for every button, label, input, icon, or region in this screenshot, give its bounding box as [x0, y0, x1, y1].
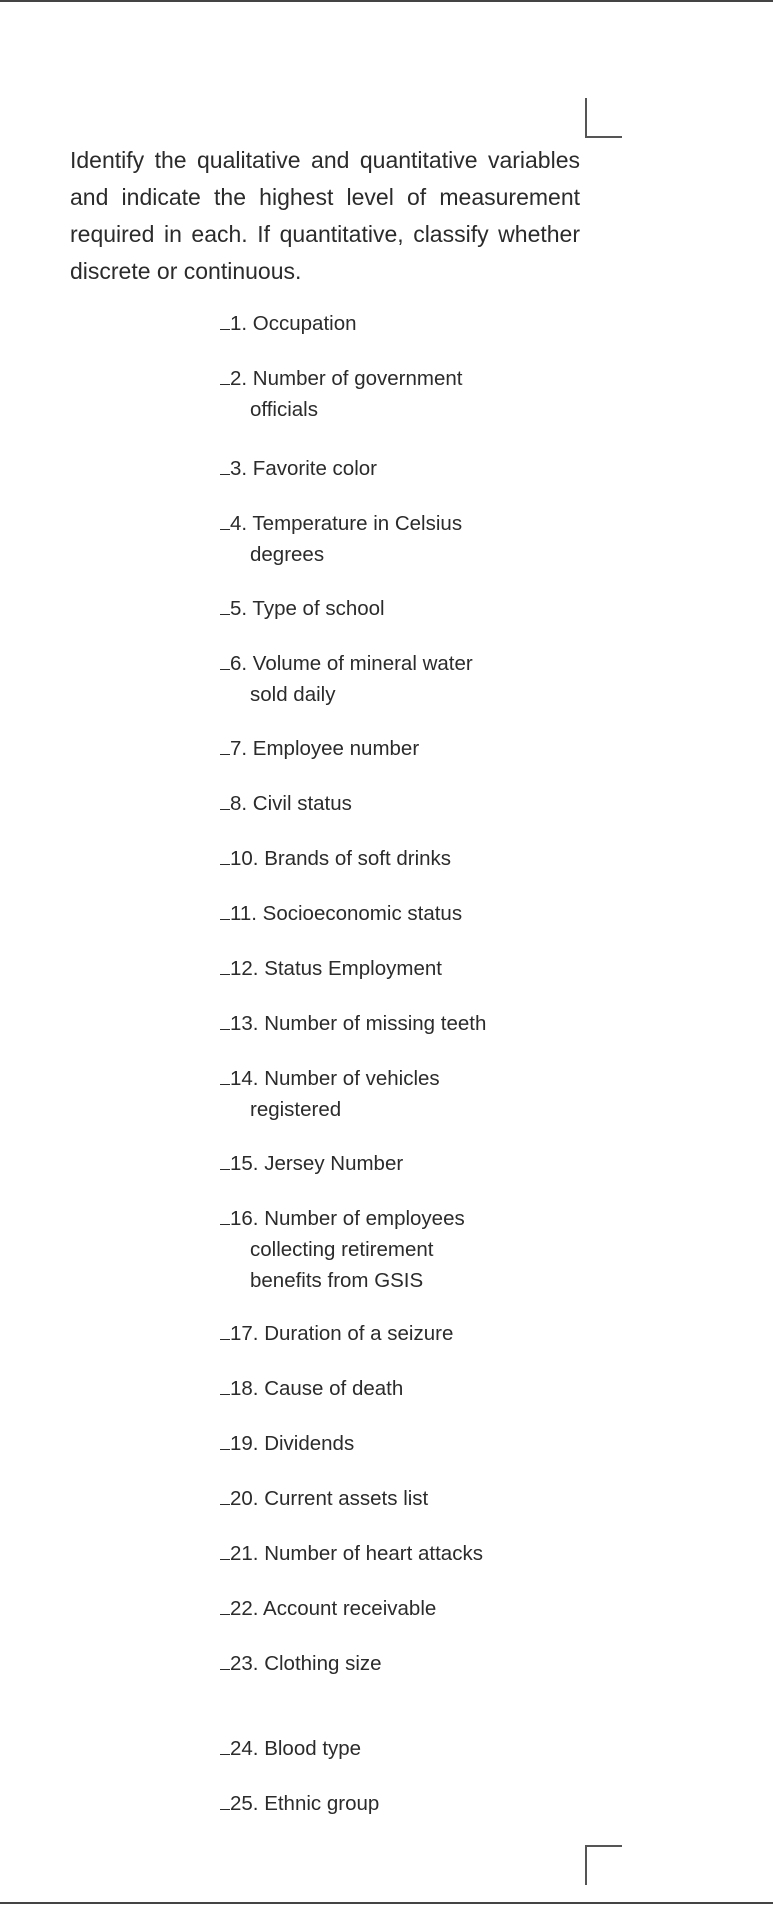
- list-item-continuation: sold daily: [250, 683, 336, 706]
- list-item: [220, 1373, 600, 1404]
- list-item-text: [230, 898, 500, 929]
- list-item: [220, 1483, 600, 1514]
- list-item: [220, 1063, 600, 1125]
- list-item-text: [230, 453, 500, 484]
- list-item: [220, 508, 600, 570]
- top-crop-mark: [585, 98, 622, 138]
- answer-blank: [220, 1486, 230, 1505]
- list-item-text: [230, 1203, 500, 1296]
- list-item: [220, 1203, 600, 1296]
- list-item-text: [230, 1373, 500, 1404]
- answer-blank: [220, 1376, 230, 1395]
- list-item-text: [230, 1648, 500, 1679]
- list-item-label: 5. Type of school: [230, 597, 385, 620]
- bottom-crop-mark: [585, 1845, 622, 1885]
- instructions-paragraph: Identify the qualitative and quantitative variables and indicate the highest level of measurement required in each. If quantitative, classify whether discrete or continuous.: [70, 147, 580, 284]
- list-item-text: [230, 953, 500, 984]
- list-item: [220, 843, 600, 874]
- page-top-border: [0, 0, 773, 2]
- list-item-text: [230, 1788, 500, 1819]
- list-item: [220, 1733, 600, 1764]
- list-item-label: 11. Socioeconomic status: [230, 902, 463, 925]
- list-item-label: 3. Favorite color: [230, 457, 377, 480]
- list-item-text: [230, 1733, 500, 1764]
- list-item: [220, 648, 600, 710]
- answer-blank: [220, 901, 230, 920]
- list-item-label: 7. Employee number: [230, 737, 420, 760]
- answer-blank: [220, 1651, 230, 1670]
- answer-blank: [220, 1151, 230, 1170]
- list-item-text: [230, 843, 500, 874]
- list-item-text: [230, 1428, 500, 1459]
- list-item-label: 21. Number of heart attacks: [230, 1542, 483, 1565]
- list-item-text: [230, 1063, 500, 1125]
- answer-blank: [220, 1596, 230, 1615]
- list-item-continuation: collecting retirement: [250, 1238, 434, 1261]
- list-item: [220, 593, 600, 624]
- answer-blank: [220, 596, 230, 615]
- answer-blank: [220, 1011, 230, 1030]
- list-item-continuation: degrees: [250, 543, 325, 566]
- answer-blank: [220, 1541, 230, 1560]
- answer-blank: [220, 1431, 230, 1450]
- list-item-label: 12. Status Employment: [230, 957, 442, 980]
- list-item-text: [230, 1593, 500, 1624]
- list-item-continuation: officials: [250, 398, 318, 421]
- list-item-text: [230, 1483, 500, 1514]
- list-item-label: 18. Cause of death: [230, 1377, 404, 1400]
- list-item: [220, 733, 600, 764]
- page-bottom-border: [0, 1902, 773, 1904]
- list-item-label: 17. Duration of a seizure: [230, 1322, 454, 1345]
- list-item-text: [230, 593, 500, 624]
- list-item: [220, 1318, 600, 1349]
- list-item: [220, 363, 600, 425]
- answer-blank: [220, 846, 230, 865]
- answer-blank: [220, 366, 230, 385]
- list-item-label: 6. Volume of mineral water: [230, 652, 473, 675]
- list-item-text: [230, 363, 500, 425]
- list-item-text: [230, 733, 500, 764]
- answer-blank: [220, 1321, 230, 1340]
- list-item-label: 15. Jersey Number: [230, 1152, 404, 1175]
- list-item-label: 8. Civil status: [230, 792, 352, 815]
- answer-blank: [220, 1206, 230, 1225]
- list-item-text: [230, 308, 500, 339]
- list-item: [220, 1593, 600, 1624]
- answer-blank: [220, 456, 230, 475]
- answer-blank: [220, 651, 230, 670]
- list-item-label: 22. Account receivable: [230, 1597, 437, 1620]
- list-item-label: 10. Brands of soft drinks: [230, 847, 452, 870]
- list-item-text: [230, 1148, 500, 1179]
- list-item-label: 14. Number of vehicles: [230, 1067, 440, 1090]
- list-item-text: [230, 1538, 500, 1569]
- list-item: [220, 1788, 600, 1819]
- list-item: [220, 453, 600, 484]
- answer-blank: [220, 736, 230, 755]
- list-item-label: 23. Clothing size: [230, 1652, 382, 1675]
- list-item-label: 4. Temperature in Celsius: [230, 512, 463, 535]
- answer-blank: [220, 511, 230, 530]
- list-item: [220, 1538, 600, 1569]
- list-item-text: [230, 648, 500, 710]
- list-item-label: 24. Blood type: [230, 1737, 362, 1760]
- list-item-text: [230, 1008, 500, 1039]
- list-item: [220, 1428, 600, 1459]
- list-item-label: 13. Number of missing teeth: [230, 1012, 487, 1035]
- list-item: [220, 1008, 600, 1039]
- answer-blank: [220, 956, 230, 975]
- list-item-label: 1. Occupation: [230, 312, 357, 335]
- list-item-continuation: benefits from GSIS: [250, 1269, 424, 1292]
- list-item-text: [230, 508, 500, 570]
- list-item-text: [230, 788, 500, 819]
- list-item: [220, 1148, 600, 1179]
- list-item-label: 25. Ethnic group: [230, 1792, 380, 1815]
- list-item-continuation: registered: [250, 1098, 342, 1121]
- list-item: [220, 788, 600, 819]
- answer-blank: [220, 1791, 230, 1810]
- list-item: [220, 1648, 600, 1679]
- list-item-label: 2. Number of government: [230, 367, 463, 390]
- list-item-text: [230, 1318, 500, 1349]
- list-item-label: 19. Dividends: [230, 1432, 355, 1455]
- list-item-label: 20. Current assets list: [230, 1487, 429, 1510]
- list-item: [220, 898, 600, 929]
- answer-blank: [220, 791, 230, 810]
- list-item: [220, 953, 600, 984]
- list-item: [220, 308, 600, 339]
- answer-blank: [220, 311, 230, 330]
- list-item-label: 16. Number of employees: [230, 1207, 465, 1230]
- answer-blank: [220, 1736, 230, 1755]
- answer-blank: [220, 1066, 230, 1085]
